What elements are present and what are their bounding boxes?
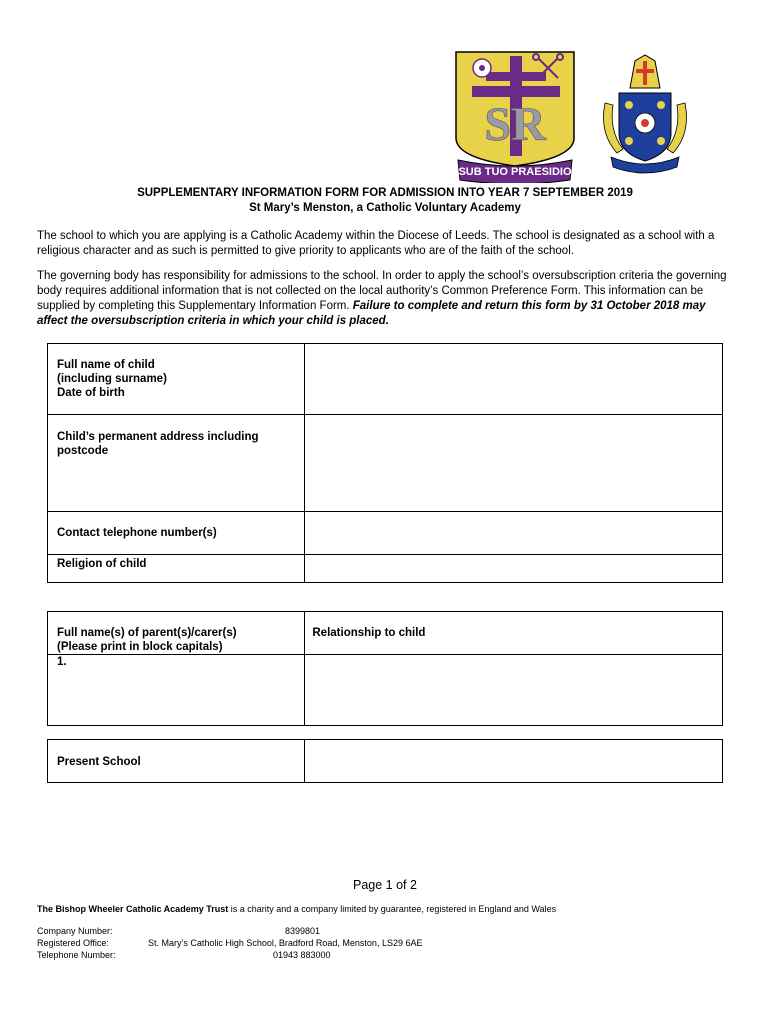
trust-text: is a charity and a company limited by guarantee, registered in England and Wales xyxy=(228,904,557,914)
religion-label: Religion of child xyxy=(57,558,147,570)
parent-name-field[interactable] xyxy=(48,655,305,726)
governing-body-paragraph xyxy=(37,269,734,329)
form-subtitle: St Mary’s Menston, a Catholic Voluntary Academy xyxy=(249,202,521,214)
trust-statement xyxy=(37,904,556,914)
trust-name: The Bishop Wheeler Catholic Academy Trust xyxy=(37,904,229,914)
telephone-label: Telephone Number: xyxy=(37,950,116,960)
present-school-field[interactable] xyxy=(305,740,723,783)
relationship-label: Relationship to child xyxy=(312,627,426,639)
address-label: Child’s permanent address including postcode xyxy=(57,431,259,457)
registered-office-value: St. Mary’s Catholic High School, Bradford Road, Menston, LS29 6AE xyxy=(148,938,423,948)
parent-details-table xyxy=(47,611,723,726)
dob-label: Date of birth xyxy=(57,387,125,399)
relationship-field[interactable] xyxy=(305,655,723,726)
child-name-label-cell xyxy=(48,344,305,415)
phone-label-cell xyxy=(48,512,305,555)
company-number-value: 8399801 xyxy=(285,926,321,936)
page-number: Page 1 of 2 xyxy=(353,878,417,892)
address-field[interactable] xyxy=(305,415,723,512)
parent-entry-number: 1. xyxy=(57,656,67,668)
deadline-warning: Failure to complete and return this form by 31 October 2018 may affect the oversubscription criteria in which your child is placed. xyxy=(37,300,706,327)
logos xyxy=(450,48,700,183)
parent-name-label: Full name(s) of parent(s)/carer(s) (Please print in block capitals) xyxy=(57,627,237,653)
governing-body-text: The governing body has responsibility for admissions to the school. In order to apply the school’s oversubscription criteria the governing body requires additional information that is not collected on the local authority’s Common Preference Form. This information can be supplied by completing this Supplementary Information Form. xyxy=(37,270,727,312)
phone-label: Contact telephone number(s) xyxy=(57,527,217,539)
company-number-label: Company Number: xyxy=(37,926,113,936)
parent-name-header-cell xyxy=(48,612,305,655)
religion-label-cell xyxy=(48,555,305,583)
diocese-crest-logo xyxy=(595,53,695,178)
child-details-table xyxy=(47,343,723,583)
phone-field[interactable] xyxy=(305,512,723,555)
school-crest-logo xyxy=(450,48,580,183)
relationship-header-cell xyxy=(305,612,723,655)
address-label-cell xyxy=(48,415,305,512)
present-school-label: Present School xyxy=(57,756,141,768)
intro-paragraph: The school to which you are applying is a Catholic Academy within the Diocese of Leeds. The school is designated as a school with a religious character and as such is permitted to give priority to applicants who are of the faith of the school. xyxy=(37,230,715,257)
telephone-value: 01943 883000 xyxy=(273,950,331,960)
form-title-line1: SUPPLEMENTARY INFORMATION FORM FOR ADMISSION INTO YEAR 7 SEPTEMBER 2019 xyxy=(137,187,633,199)
child-name-field[interactable] xyxy=(305,344,723,415)
school-monogram: SR xyxy=(484,98,546,151)
school-motto: SUB TUO PRAESIDIO xyxy=(458,166,572,178)
registered-office-label: Registered Office: xyxy=(37,938,109,948)
present-school-table xyxy=(47,739,723,783)
religion-field[interactable] xyxy=(305,555,723,583)
form-title xyxy=(0,186,770,216)
child-name-label: Full name of child (including surname) xyxy=(57,359,167,385)
present-school-label-cell xyxy=(48,740,305,783)
